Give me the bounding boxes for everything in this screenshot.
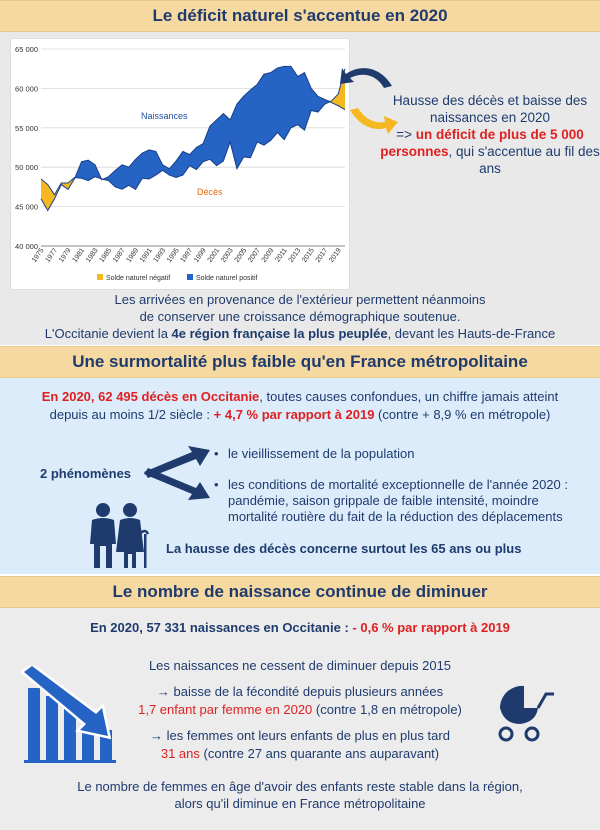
section-3-title: Le nombre de naissance continue de diminuer <box>0 576 600 608</box>
x-tick-label: 2013 <box>287 247 303 264</box>
x-tick-label: 1991 <box>139 247 154 264</box>
para-line2: de conserver une croissance démographique soutenue. <box>139 309 461 324</box>
phenomenes-label: 2 phénomènes <box>40 466 132 481</box>
births-line1: Les naissances ne cessent de diminuer depuis 2015 <box>148 658 452 673</box>
list-item: • le vieillissement de la population <box>214 446 415 461</box>
x-tick-label: 1993 <box>152 247 168 264</box>
x-tick-label: 1985 <box>98 247 114 264</box>
x-tick-label: 1989 <box>125 247 141 264</box>
births-2020: En 2020, 57 331 naissances en Occitanie : <box>90 620 353 635</box>
x-tick-label: 1977 <box>44 247 60 264</box>
legend-positive-label: Solde naturel positif <box>196 275 258 282</box>
x-tick-label: 2005 <box>233 247 249 264</box>
intro-text3: (contre + 8,9 % en métropole) <box>374 407 551 422</box>
x-tick-label: 1997 <box>179 247 195 264</box>
births-line4: → les femmes ont leurs enfants de plus en plus tard <box>150 728 450 743</box>
chart-svg <box>11 39 349 289</box>
x-tick-label: 2009 <box>260 247 276 264</box>
x-tick-label: 2019 <box>328 247 343 264</box>
elderly-couple-icon <box>84 500 154 570</box>
x-tick-label: 2015 <box>301 247 316 264</box>
section-3-footer <box>0 778 600 812</box>
y-tick-label: 60 000 <box>15 84 38 94</box>
intro-text2: depuis au moins 1/2 siècle : <box>49 407 214 422</box>
footer-line2: alors qu'il diminue en France métropolitaine <box>174 796 426 811</box>
para-line3-c: , devant les Hauts-de-France <box>387 326 556 341</box>
x-tick-label: 1981 <box>71 247 87 264</box>
elderly-note: La hausse des décès concerne surtout les 65 ans ou plus <box>166 541 522 556</box>
bullet-2-line3: mortalité routière du fait de la réduction des déplacements <box>228 509 563 524</box>
section-2-title: Une surmortalité plus faible qu'en France métropolitaine <box>0 346 600 378</box>
baby-stroller-icon <box>490 678 560 748</box>
footer-line1: Le nombre de femmes en âge d'avoir des enfants reste stable dans la région, <box>77 779 523 794</box>
lower-arrow-icon <box>144 468 210 500</box>
dark-curved-arrow-icon <box>340 68 392 88</box>
legend-positive-swatch <box>187 274 193 280</box>
fertility-rate: 1,7 enfant par femme en 2020 <box>138 702 313 717</box>
births-deaths-chart <box>10 38 350 290</box>
para-line3-a: L'Occitanie devient la <box>44 326 172 341</box>
deaths-change: + 4,7 % par rapport à 2019 <box>213 407 375 422</box>
births-intro <box>0 620 600 635</box>
phenomena-list <box>214 446 594 525</box>
intro-text1: , toutes causes confondues, un chiffre jamais atteint <box>259 389 559 404</box>
list-item: • les conditions de mortalité exceptionnelle de l'année 2020 : pandémie, saison grippale de faible intensité, moindre mortalité routière du fait de la réduction des déplacements <box>214 477 568 524</box>
bullet-1: le vieillissement de la population <box>228 446 415 461</box>
x-tick-label: 1987 <box>112 247 127 264</box>
section-2-intro <box>0 388 600 424</box>
para-line1: Les arrivées en provenance de l'extérieur permettent néanmoins <box>114 292 486 307</box>
callout-line1: Hausse des décès et baisse des naissances en 2020 <box>392 93 588 125</box>
births-series-label: Naissances <box>141 111 188 121</box>
section-1-paragraph <box>0 291 600 342</box>
section-1-title: Le déficit naturel s'accentue en 2020 <box>0 0 600 32</box>
x-tick-label: 1975 <box>30 247 46 264</box>
para-line3 <box>0 325 600 342</box>
y-tick-label: 55 000 <box>15 123 38 133</box>
x-tick-label: 1983 <box>85 247 100 264</box>
callout-rest: , qui s'accentue au fil des ans <box>448 144 600 176</box>
callout-text <box>380 92 600 177</box>
bullet-2-line1: les conditions de mortalité exceptionnelle de l'année 2020 : <box>228 477 568 492</box>
legend-negative-label: Solde naturel négatif <box>106 275 171 282</box>
x-tick-label: 2003 <box>220 247 235 264</box>
para-line3-rank: 4e région française la plus peuplée <box>171 326 388 341</box>
callout-deficit: un déficit de plus de 5 000 personnes <box>380 127 584 159</box>
x-tick-label: 2001 <box>206 247 222 264</box>
bullet-2-line2: pandémie, saison grippale de faible intensité, moindre <box>228 493 539 508</box>
deaths-2020: En 2020, 62 495 décès en Occitanie <box>41 389 260 404</box>
y-tick-label: 50 000 <box>15 163 38 173</box>
x-tick-label: 1979 <box>57 247 73 264</box>
births-change: - 0,6 % par rapport à 2019 <box>352 620 510 635</box>
x-tick-label: 1995 <box>166 247 181 264</box>
deaths-series-label: Décès <box>197 187 223 197</box>
y-tick-label: 65 000 <box>15 45 38 54</box>
x-tick-label: 2017 <box>314 247 330 264</box>
mother-age-compare: (contre 27 ans quarante ans auparavant) <box>199 746 440 761</box>
fertility-compare: (contre 1,8 en métropole) <box>312 702 462 717</box>
x-tick-label: 2011 <box>274 247 289 264</box>
mother-age: 31 ans <box>160 746 200 761</box>
x-tick-label: 1999 <box>193 247 208 264</box>
y-tick-label: 45 000 <box>15 202 38 212</box>
callout-arrow-text: => <box>396 127 416 142</box>
births-line2: → baisse de la fécondité depuis plusieurs années <box>156 684 444 699</box>
positive-balance-area <box>41 66 345 194</box>
births-details <box>100 657 500 763</box>
branch-arrows-icon <box>138 444 214 506</box>
legend-negative-swatch <box>97 274 103 280</box>
x-tick-label: 2007 <box>247 247 262 264</box>
y-tick-label: 40 000 <box>15 242 38 251</box>
